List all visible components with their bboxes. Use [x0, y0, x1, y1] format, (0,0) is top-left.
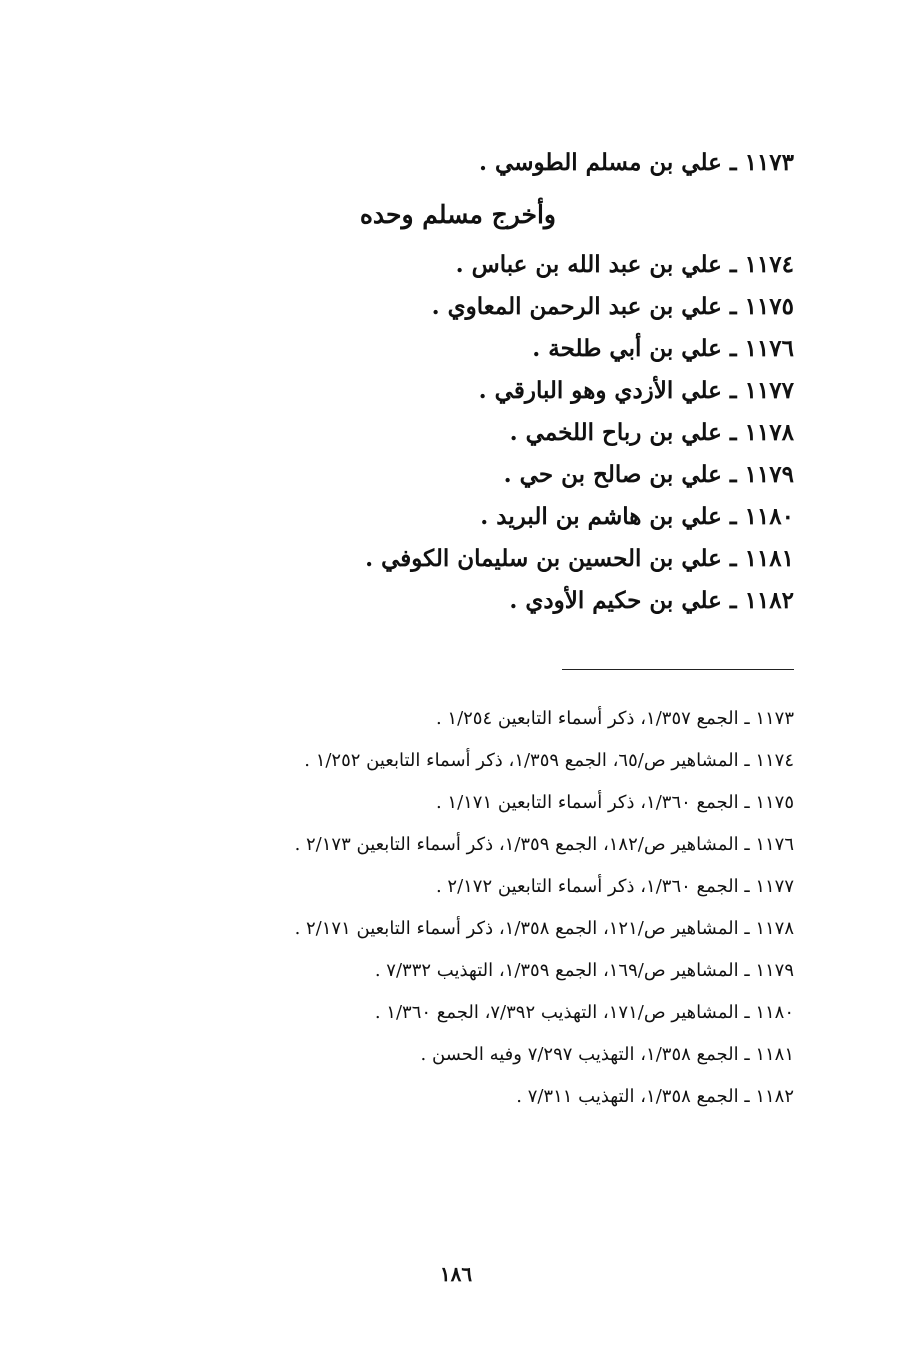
entry-1173: ١١٧٣ ـ علي بن مسلم الطوسي .	[479, 149, 794, 176]
footnote-1174: ١١٧٤ ـ المشاهير ص/٦٥، الجمع ١/٣٥٩، ذكر أسماء التابعين ١/٢٥٢ .	[304, 750, 794, 771]
footnote-divider	[562, 669, 794, 670]
entry-1181: ١١٨١ ـ علي بن الحسين بن سليمان الكوفي .	[365, 545, 794, 572]
footnote-1177: ١١٧٧ ـ الجمع ١/٣٦٠، ذكر أسماء التابعين ٢/١٧٢ .	[435, 876, 794, 897]
section-heading: وأخرج مسلم وحده	[359, 200, 556, 229]
footnotes	[114, 698, 794, 1118]
entry-1179: ١١٧٩ ـ علي بن صالح بن حي .	[503, 461, 794, 488]
entry-1177: ١١٧٧ ـ علي الأزدي وهو البارقي .	[478, 377, 794, 404]
narrators-list	[114, 142, 794, 622]
footnote-1180: ١١٨٠ ـ المشاهير ص/١٧١، التهذيب ٧/٣٩٢، الجمع ١/٣٦٠ .	[374, 1002, 794, 1023]
footnote-1181: ١١٨١ ـ الجمع ١/٣٥٨، التهذيب ٧/٢٩٧ وفيه الحسن .	[420, 1044, 794, 1065]
footnote-1176: ١١٧٦ ـ المشاهير ص/١٨٢، الجمع ١/٣٥٩، ذكر أسماء التابعين ٢/١٧٣ .	[294, 834, 794, 855]
footnote-1173: ١١٧٣ ـ الجمع ١/٣٥٧، ذكر أسماء التابعين ١/٢٥٤ .	[435, 708, 794, 729]
entry-1182: ١١٨٢ ـ علي بن حكيم الأودي .	[509, 587, 794, 614]
entry-1180: ١١٨٠ ـ علي بن هاشم بن البريد .	[480, 503, 794, 530]
entry-1176: ١١٧٦ ـ علي بن أبي طلحة .	[532, 335, 794, 362]
footnote-1182: ١١٨٢ ـ الجمع ١/٣٥٨، التهذيب ٧/٣١١ .	[516, 1086, 794, 1107]
entry-1175: ١١٧٥ ـ علي بن عبد الرحمن المعاوي .	[431, 293, 794, 320]
footnote-1179: ١١٧٩ ـ المشاهير ص/١٦٩، الجمع ١/٣٥٩، التهذيب ٧/٣٣٢ .	[374, 960, 794, 981]
entry-1178: ١١٧٨ ـ علي بن رباح اللخمي .	[509, 419, 794, 446]
footnote-1178: ١١٧٨ ـ المشاهير ص/١٢١، الجمع ١/٣٥٨، ذكر أسماء التابعين ٢/١٧١ .	[294, 918, 794, 939]
entry-1174: ١١٧٤ ـ علي بن عبد الله بن عباس .	[455, 251, 794, 278]
page-number: ١٨٦	[439, 1262, 473, 1286]
footnote-1175: ١١٧٥ ـ الجمع ١/٣٦٠، ذكر أسماء التابعين ١/١٧١ .	[435, 792, 794, 813]
